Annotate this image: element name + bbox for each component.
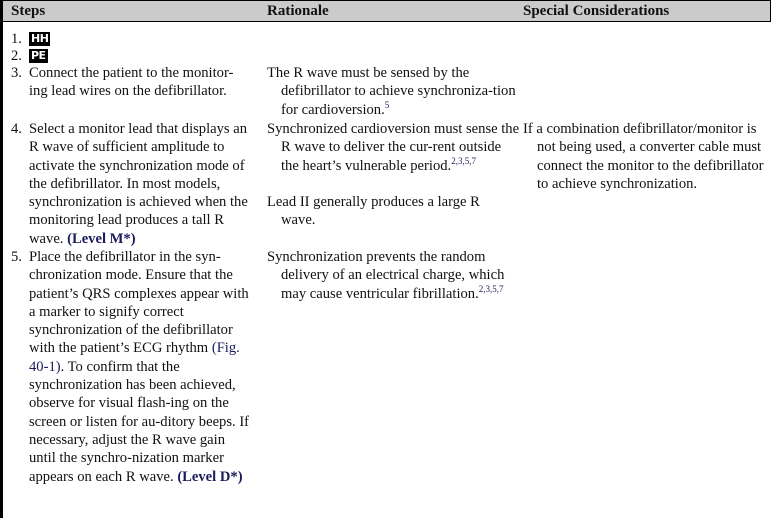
rationale-3: Lead II generally produces a large R wave. [267,194,480,229]
step-3-text: Connect the patient to the monitor-ing lead wires on the defibrillator. [29,65,234,100]
reference-link[interactable]: 5 [384,99,390,110]
step-2: 2. PE [11,48,46,64]
evidence-level-badge[interactable]: (Level D*) [177,468,243,485]
rationale-1: The R wave must be sensed by the defibrillator to achieve synchroniza-tion for cardioversion.$^5$ [267,65,516,118]
header-special-considerations: Special Considerations [523,3,670,19]
header-rationale: Rationale [267,3,329,19]
rationale-4: Synchronization prevents the random delivery of an electrical charge, which may cause ventricular fibrillation.$^{2,3,5,7}$ [267,249,505,302]
evidence-level-badge[interactable]: (Level M*) [67,230,136,247]
hand-hygiene-icon: HH [31,32,49,45]
step-1: 1. HH [11,31,49,47]
reference-link[interactable]: 2,3,5,7 [451,155,476,166]
rationale-2: Synchronized cardioversion must sense the R wave to deliver the cur-rent outside the heart’s vulnerable period.$^{2,3,5,7}$ [267,121,520,174]
step-5-text: Place the defibrillator in the syn-chronization mode. Ensure that the patient’s QRS complexes appear with a marker to signify correct synchronization of the defibrillator with the patient’s ECG rhythm [29,249,249,357]
step-5: 5. Place the defibrillator in the syn-chronization mode. Ensure that the patient’s QRS complexes appear with a marker to signify correct synchronization of the defibrillator with the patient’s ECG rhythm (Fig. 40-1). To confirm that the synchronization has been achieved, observe for visual flash-ing on the screen or listen for au-ditory beeps. If necessary, adjust the R wave gain until the synchro-nization marker appears on each R wave. (Level D*) [11,249,250,485]
table-header [3,0,771,22]
figure-link[interactable]: (Fig. 40-1) [29,340,240,375]
step-4-text: Select a monitor lead that displays an R wave of sufficient amplitude to activate the synchronization mode of the defibrillator. In most models, synchronization is achieved when the monitoring lead produces a tall R wave. [29,121,248,247]
step-4: 4. Select a monitor lead that displays an R wave of sufficient amplitude to activate the synchronization mode of the defibrillator. In most models, synchronization is achieved when the monitoring lead produces a tall R wave. (Level M*) [11,121,248,247]
personal-protective-equipment-icon: PE [31,49,46,62]
reference-link[interactable]: 2,3,5,7 [478,283,504,294]
header-steps: Steps [11,3,46,19]
step-3: 3. Connect the patient to the monitor-ing lead wires on the defibrillator. [11,65,234,100]
special-consideration-1: If a combination defibrillator/monitor is not being used, a converter cable must connect the monitor to the defibrillator to achieve synchronization. [523,121,764,192]
